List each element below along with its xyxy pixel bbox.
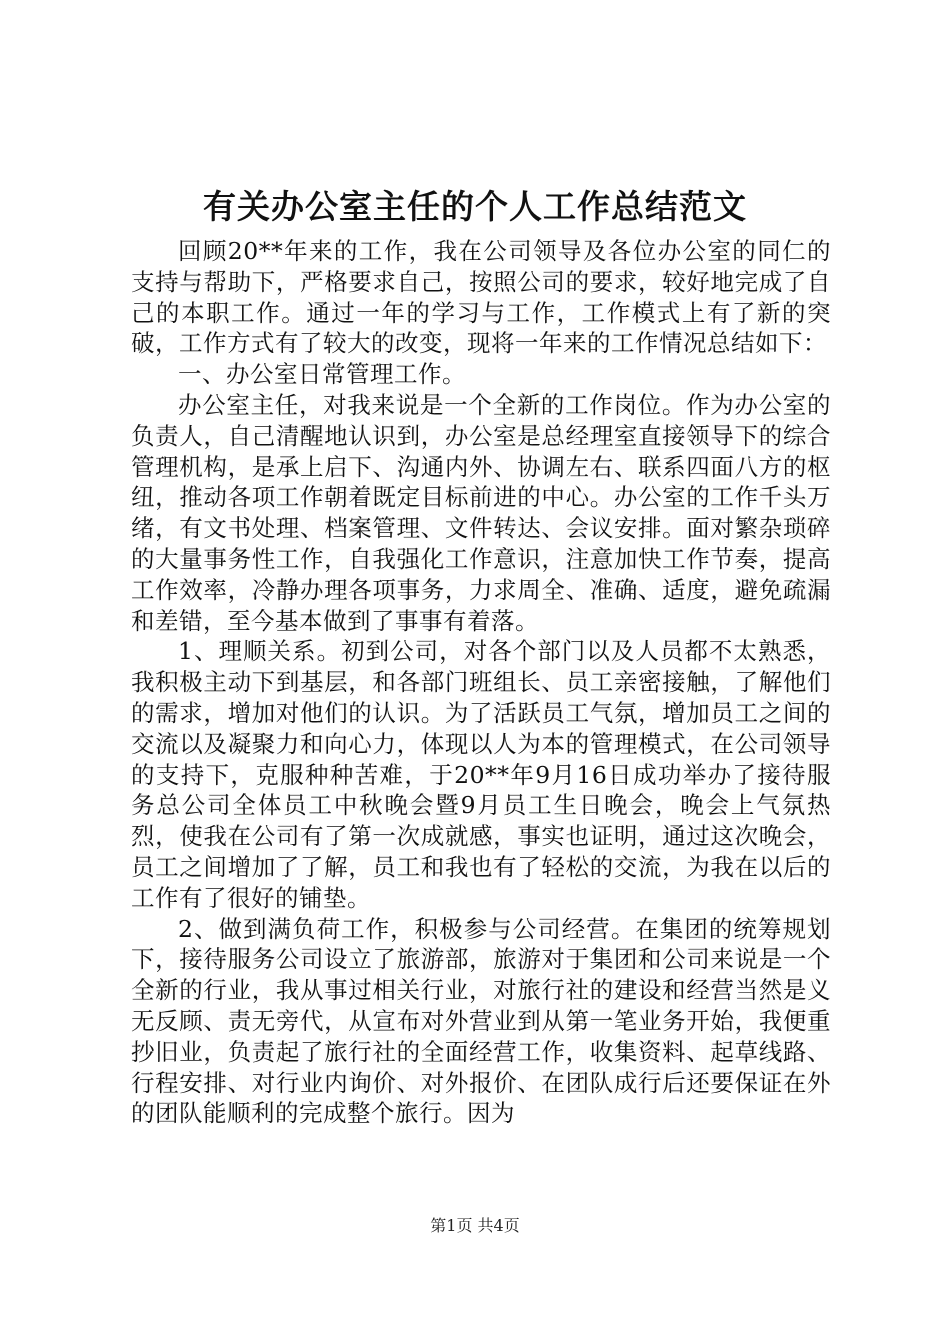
section-heading-1: 一、办公室日常管理工作。 xyxy=(178,360,466,389)
document-body xyxy=(131,236,831,1129)
paragraph-item-2: 2、做到满负荷工作，积极参与公司经营。在集团的统筹规划下，接待服务公司设立了旅游部，旅游对于集团和公司来说是一个全新的行业，我从事过相关行业，对旅行社的建设和经营当然是义无反顾、责无旁代，从宣布对外营业到从第一笔业务开始，我便重抄旧业，负责起了旅行社的全面经营工作，收集资料、起草线路、行程安排、对行业内询价、对外报价、在团队成行后还要保证在外的团队能顺利的完成整个旅行。因为 xyxy=(131,914,831,1128)
document-title: 有关办公室主任的个人工作总结范文 xyxy=(203,187,747,226)
paragraph-intro: 回顾20**年来的工作，我在公司领导及各位办公室的同仁的支持与帮助下，严格要求自己，按照公司的要求，较好地完成了自己的本职工作。通过一年的学习与工作，工作模式上有了新的突破，工作方式有了较大的改变，现将一年来的工作情况总结如下： xyxy=(131,237,831,358)
page-number-footer: 第1页 共4页 xyxy=(430,1216,520,1235)
paragraph-office-role: 办公室主任，对我来说是一个全新的工作岗位。作为办公室的负责人，自己清醒地认识到，办公室是总经理室直接领导下的综合管理机构，是承上启下、沟通内外、协调左右、联系四面八方的枢纽，推动各项工作朝着既定目标前进的中心。办公室的工作千头万绪，有文书处理、档案管理、文件转达、会议安排。面对繁杂琐碎的大量事务性工作，自我强化工作意识，注意加快工作节奏，提高工作效率，冷静办理各项事务，力求周全、准确、适度，避免疏漏和差错，至今基本做到了事事有着落。 xyxy=(131,390,831,635)
paragraph-item-1: 1、理顺关系。初到公司，对各个部门以及人员都不太熟悉，我积极主动下到基层，和各部门班组长、员工亲密接触，了解他们的需求，增加对他们的认识。为了活跃员工气氛，增加员工之间的交流以及凝聚力和向心力，体现以人为本的管理模式，在公司领导的支持下，克服种种苦难，于20**年9月16日成功举办了接待服务总公司全体员工中秋晚会暨9月员工生日晚会，晚会上气氛热烈，使我在公司有了第一次成就感，事实也证明，通过这次晚会，员工之间增加了了解，员工和我也有了轻松的交流，为我在以后的工作有了很好的铺垫。 xyxy=(131,637,831,912)
